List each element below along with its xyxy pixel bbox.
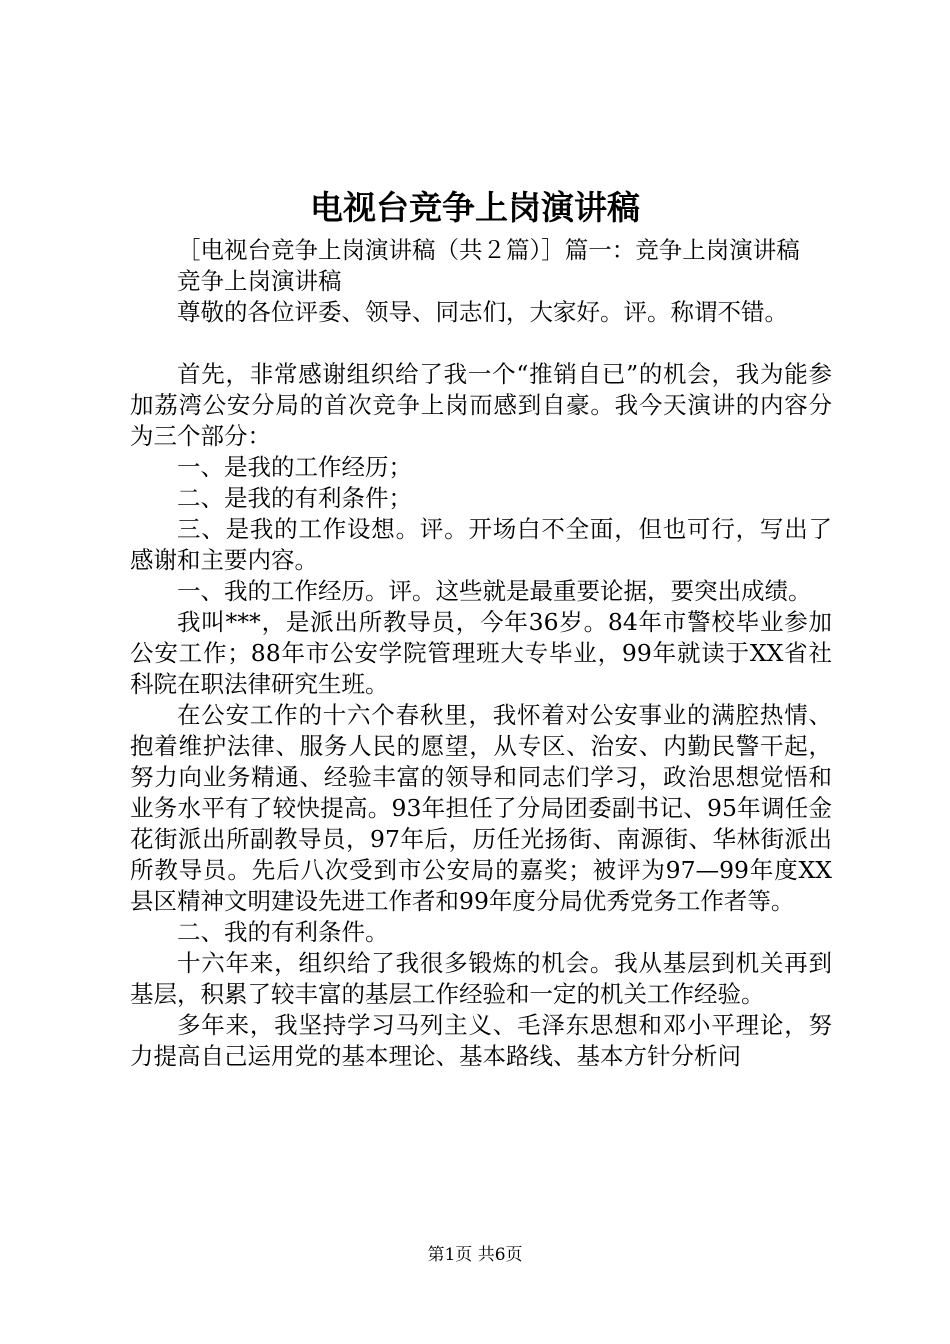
paragraph-opening: 首先，非常感谢组织给了我一个“推销自已”的机会，我为能参加荔湾公安分局的首次竞争上岗而感到自豪。我今天演讲的内容分为三个部分： [130, 360, 832, 450]
paragraph-training: 十六年来，组织给了我很多锻炼的机会。我从基层到机关再到基层，积累了较丰富的基层工作经验和一定的机关工作经验。 [130, 949, 832, 1008]
paragraph-section-one-heading: 一、我的工作经历。评。这些就是最重要论据，要突出成绩。 [177, 577, 812, 605]
paragraph-subtitle: 竞争上岗演讲稿 [177, 267, 342, 295]
paragraph-study: 多年来，我坚持学习马列主义、毛泽东思想和邓小平理论，努力提高自己运用党的基本理论、基本路线、基本方针分析问 [130, 1011, 832, 1070]
paragraph-part-two: 二、是我的有利条件； [177, 484, 412, 512]
paragraph-part-three: 三、是我的工作设想。评。开场白不全面，但也可行，写出了感谢和主要内容。 [130, 515, 832, 574]
paragraph-self-intro: 我叫***，是派出所教导员，今年36岁。84年市警校毕业参加公安工作；88年市公安学院管理班大专毕业，99年就读于XX省社科院在职法律研究生班。 [130, 608, 832, 698]
paragraph-greeting: 尊敬的各位评委、领导、同志们，大家好。评。称谓不错。 [177, 298, 788, 326]
paragraph-section-two-heading: 二、我的有利条件。 [177, 918, 389, 946]
document-title: 电视台竞争上岗演讲稿 [310, 188, 640, 227]
document-body [130, 235, 832, 1072]
paragraph-part-one: 一、是我的工作经历； [177, 453, 412, 481]
paragraph-intro: ［电视台竞争上岗演讲稿（共２篇）］篇一：竞争上岗演讲稿 [177, 236, 800, 264]
page-footer: 第1页 共6页 [427, 1245, 523, 1265]
paragraph-experience: 在公安工作的十六个春秋里，我怀着对公安事业的满腔热情、抱着维护法律、服务人民的愿望，从专区、治安、内勤民警干起，努力向业务精通、经验丰富的领导和同志们学习，政治思想觉悟和业务水平有了较快提高。93年担任了分局团委副书记、95年调任金花街派出所副教导员，97年后，历任光扬街、南源街、华林街派出所教导员。先后八次受到市公安局的嘉奖；被评为97—99年度XX县区精神文明建设先进工作者和99年度分局优秀党务工作者等。 [130, 701, 832, 915]
